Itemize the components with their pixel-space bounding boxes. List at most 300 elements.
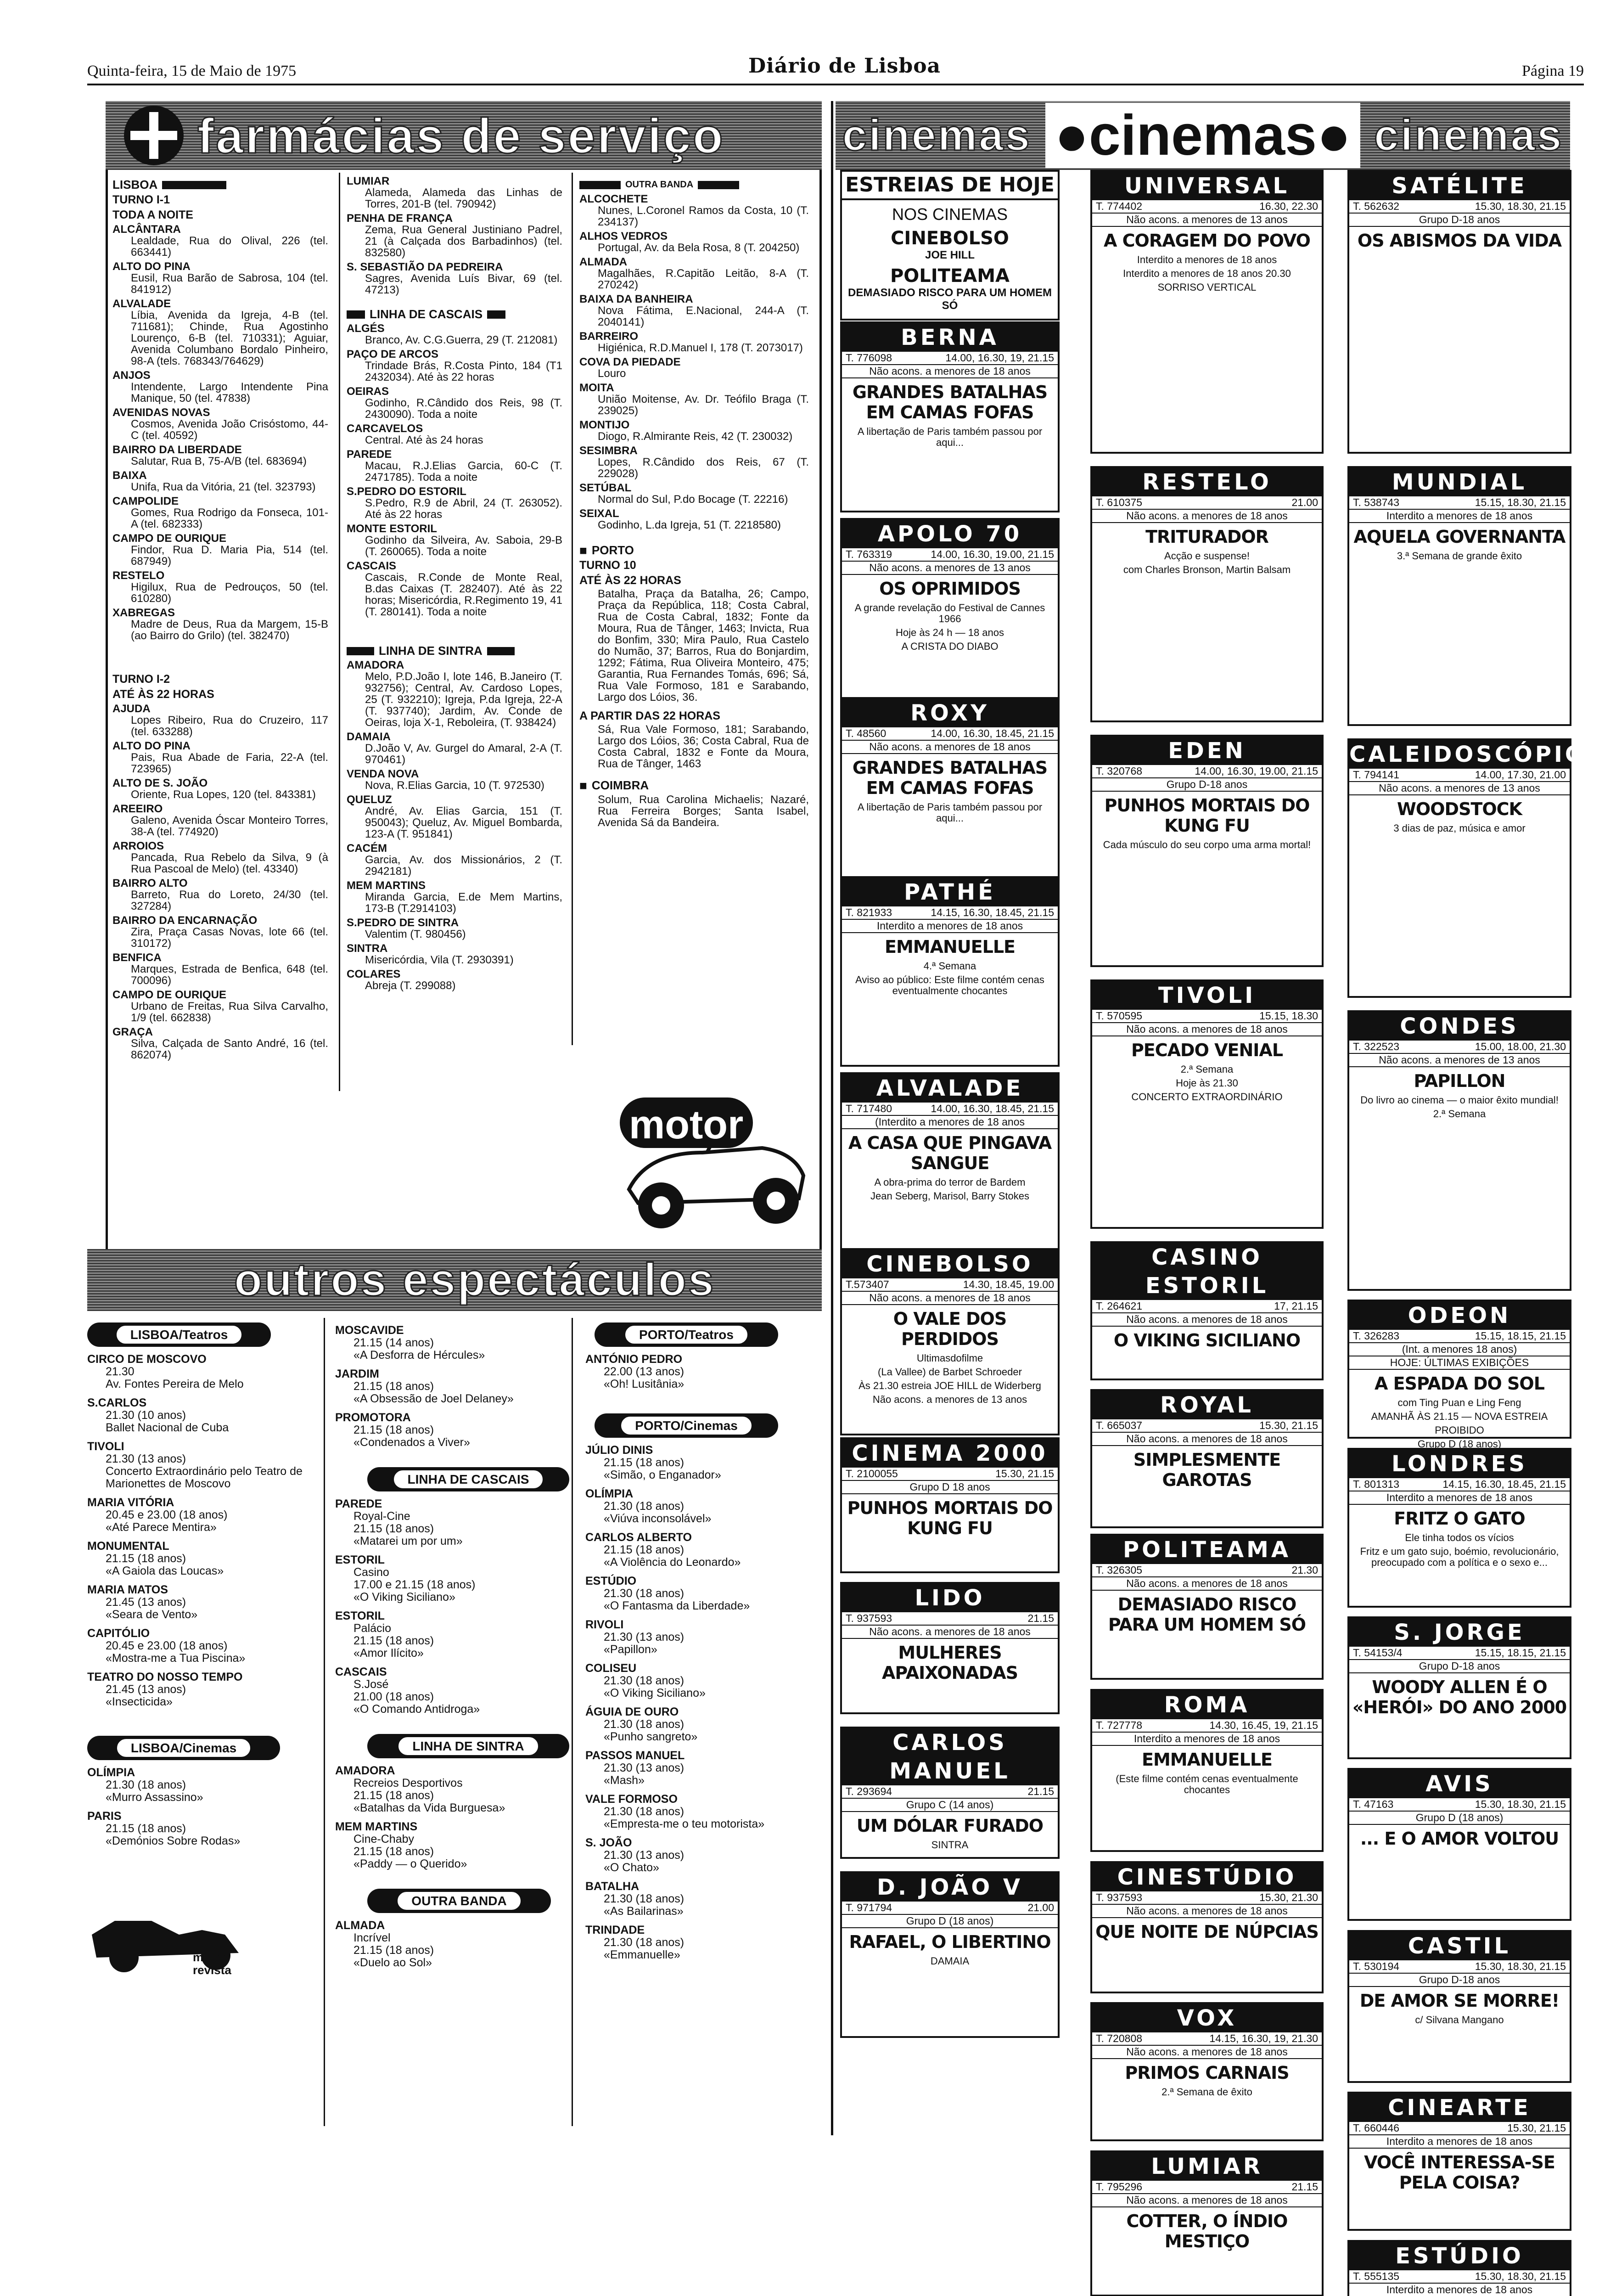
film-title: ... E O AMOR VOLTOU (1351, 1829, 1568, 1849)
show-venue: RIVOLI (585, 1619, 815, 1631)
cinema-times (842, 548, 1058, 562)
film-title: A CORAGEM DO POVO (1094, 231, 1320, 251)
show-entry (87, 1627, 317, 1665)
farm-area: COVA DA PIEDADE (579, 356, 809, 368)
cinema-age: Não acons. a menores de 18 anos (1092, 2194, 1322, 2207)
farm-area: DAMAIA (347, 731, 562, 743)
cinema-hours: 14.15, 16.30, 18.45, 21.15 (931, 906, 1054, 919)
film-note: Cada músculo do seu corpo uma arma mortal! (1097, 839, 1317, 850)
cinema-box (1090, 1389, 1324, 1528)
film-title: UM DÓLAR FURADO (844, 1816, 1056, 1836)
cinema-box (1090, 2150, 1324, 2296)
farm-col-2 (347, 173, 562, 991)
porto-cinemas-pill (595, 1413, 778, 1438)
cinema-phone: T. 538743 (1353, 496, 1399, 509)
show-detail: «Simão, o Enganador» (604, 1469, 815, 1481)
farm-entry: Central. Até às 24 horas (365, 434, 562, 446)
linha-sintra-label: LINHA DE SINTRA (397, 1735, 539, 1757)
cinema-phone: T. 555135 (1353, 2270, 1399, 2283)
film-title: O VALE DOS PERDIDOS (844, 1309, 1056, 1349)
show-detail: 21.15 (18 anos) (354, 1944, 565, 1957)
show-entry (585, 1488, 815, 1525)
show-venue: MARIA MATOS (87, 1584, 317, 1596)
farm-area: BAIRRO DA ENCARNAÇÃO (112, 915, 328, 926)
heading-bar (487, 647, 515, 655)
cinema-hours: 14.00, 16.30, 18.45, 21.15 (931, 1103, 1054, 1115)
cinema-age: Não acons. a menores de 18 anos (1092, 2046, 1322, 2059)
film-title: TRITURADOR (1094, 527, 1320, 547)
cinema-times (1349, 1478, 1570, 1491)
show-entry (585, 1924, 815, 1961)
farm-list-3 (579, 193, 809, 531)
farm-entry: Urbano de Freitas, Rua Silva Carvalho, 1/9 (tel. 662838) (131, 1001, 328, 1024)
cinema-phone: T. 937593 (846, 1612, 892, 1625)
show-detail: 21.15 (18 anos) (106, 1823, 317, 1835)
show-detail: 21.30 (18 anos) (604, 1587, 815, 1600)
farm-area: ALGÉS (347, 323, 562, 334)
porto-heading (579, 545, 809, 556)
farm-entry: Cascais, R.Conde de Monte Real, B.das Caixas (T. 282407). Até às 22 horas; Misericórdia, R.Regimento 19, 41 (T. 280141). Toda a noite (365, 572, 562, 618)
turno10: TURNO 10 (579, 560, 809, 571)
coimbra-label: COIMBRA (592, 780, 649, 791)
turno2: TURNO I-2 (112, 674, 328, 685)
show-detail: Palácio (354, 1622, 565, 1635)
cinema-phone: T. 2100055 (846, 1468, 898, 1480)
show-detail: «A Desforra de Hércules» (354, 1349, 565, 1362)
motor-revista-logo (87, 1902, 317, 1976)
estreias-film-2: DEMASIADO RISCO PARA UM HOMEM SÓ (842, 287, 1058, 312)
show-venue: MOSCAVIDE (335, 1324, 565, 1337)
farm-entry: Diogo, R.Almirante Reis, 42 (T. 230032) (598, 431, 809, 442)
film-note: 4.ª Semana (847, 961, 1053, 972)
farm-area: BAIXA (112, 470, 328, 481)
show-detail: 21.30 (18 anos) (604, 1893, 815, 1905)
farm-area: SETÚBAL (579, 482, 809, 494)
linha-sintra-pill (367, 1734, 569, 1758)
show-detail: 20.45 e 23.00 (18 anos) (106, 1509, 317, 1521)
film-note: 3 dias de paz, música e amor (1354, 823, 1565, 834)
cinema-hours: 14.30, 16.45, 19, 21.15 (1209, 1719, 1318, 1732)
film-note: Ultimasdofilme (847, 1353, 1053, 1364)
show-detail: «A Obsessão de Joel Delaney» (354, 1393, 565, 1405)
show-venue: ESTORIL (335, 1610, 565, 1622)
show-venue: MONUMENTAL (87, 1540, 317, 1553)
cinema-age: Interdito a menores de 18 anos (1349, 2135, 1570, 2149)
cinema-name: MUNDIAL (1349, 468, 1570, 496)
farm-col-3 (579, 173, 809, 828)
show-detail: 21.30 (18 anos) (604, 1500, 815, 1513)
sintra-label: LINHA DE SINTRA (379, 645, 483, 657)
motor-graphic (611, 1084, 813, 1240)
farm-list-2b (347, 323, 562, 618)
show-detail: Cine-Chaby (354, 1833, 565, 1846)
cinema-age: Grupo D (18 anos) (842, 1915, 1058, 1928)
cinemas-banner-left: cinemas (842, 110, 1032, 161)
cinema-phone: T. 720808 (1096, 2032, 1142, 2045)
film-title: A ESPADA DO SOL (1351, 1373, 1568, 1394)
show-detail: «O Fantasma da Liberdade» (604, 1600, 815, 1612)
film-note: 2.ª Semana (1354, 1109, 1565, 1120)
farm-entry: Madre de Deus, Rua da Margem, 15-B (ao Bairro do Grilo) (tel. 382470) (131, 619, 328, 642)
outros-title: outros espectáculos (234, 1254, 716, 1306)
show-detail: Av. Fontes Pereira de Melo (106, 1378, 317, 1390)
cinema-age: Não acons. a menores de 13 anos (1092, 214, 1322, 227)
cinema-box (840, 876, 1060, 1067)
cinema-age: Interdito a menores de 18 anos (1349, 2284, 1570, 2296)
header-rule (87, 84, 1584, 85)
cinema-box (1090, 1241, 1324, 1380)
film-note: A libertação de Paris também passou por aqui... (847, 802, 1053, 824)
cinema-hours: 15.15, 18.30 (1259, 1010, 1318, 1022)
show-detail: «Punho sangreto» (604, 1731, 815, 1743)
film-title: DE AMOR SE MORRE! (1351, 1991, 1568, 2011)
farm-entry: Sagres, Avenida Luís Bivar, 69 (tel. 47213) (365, 273, 562, 296)
cinema-times (1349, 496, 1570, 510)
show-detail: 21.30 (18 anos) (604, 1936, 815, 1949)
cinema-times (842, 906, 1058, 920)
show-entry (335, 1498, 565, 1548)
farm-area: S. SEBASTIÃO DA PEDREIRA (347, 261, 562, 273)
show-entry (335, 1324, 565, 1362)
film-note: (Este filme contém cenas eventualmente chocantes (1097, 1773, 1317, 1795)
farm-list-2 (347, 175, 562, 296)
cinema-hours: 15.30, 18.30, 21.15 (1475, 200, 1566, 213)
cinema-box (1090, 1861, 1324, 1993)
farm-entry: Godinho, R.Cândido dos Reis, 98 (T. 2430090). Toda a noite (365, 397, 562, 420)
farm-area: BARREIRO (579, 331, 809, 342)
film-title: GRANDES BATALHAS EM CAMAS FOFAS (844, 758, 1056, 798)
show-venue: ÁGUIA DE OURO (585, 1706, 815, 1718)
cinema-age: HOJE: ÚLTIMAS EXIBIÇÕES (1349, 1356, 1570, 1370)
film-note: SINTRA (847, 1840, 1053, 1851)
farm-entry: Trindade Brás, R.Costa Pinto, 184 (T1 2432034). Até às 22 horas (365, 360, 562, 383)
show-detail: 21.30 (10 anos) (106, 1409, 317, 1422)
coimbra-text: Solum, Rua Carolina Michaelis; Nazaré, Rua Ferreira Borges; Santa Isabel, Avenida Sá da Bandeira. (598, 794, 809, 828)
cinema-name: BERNA (842, 323, 1058, 352)
show-detail: 21.15 (18 anos) (354, 1846, 565, 1858)
farm-area: AVENIDAS NOVAS (112, 407, 328, 418)
cinema-times (1349, 200, 1570, 214)
cinema-box (840, 1871, 1060, 2038)
farm-entry: Portugal, Av. da Bela Rosa, 8 (T. 204250) (598, 242, 809, 253)
show-detail: «Mostra-me a Tua Piscina» (106, 1652, 317, 1665)
lisboa-teatros-label: LISBOA/Teatros (115, 1324, 244, 1345)
cinema-box (1090, 170, 1324, 454)
cinema-times (1092, 200, 1322, 214)
bullet-icon: ■ (579, 545, 587, 556)
cinema-times (842, 1785, 1058, 1799)
cinema-hours: 21.00 (1291, 496, 1318, 509)
sintra-list (335, 1765, 565, 1870)
cinema-phone: T. 717480 (846, 1103, 892, 1115)
cinema-times (1092, 1010, 1322, 1023)
outros-banner (87, 1249, 822, 1311)
farm-entry: Valentim (T. 980456) (365, 929, 562, 940)
cinema-phone: T. 937593 (1096, 1891, 1142, 1904)
show-detail: 21.15 (14 anos) (354, 1337, 565, 1349)
farm-entry: Pais, Rua Abade de Faria, 22-A (tel. 723965) (131, 752, 328, 775)
show-detail: «Matarei um por um» (354, 1535, 565, 1548)
cinema-hours: 21.00 (1027, 1902, 1054, 1914)
partir22: A PARTIR DAS 22 HORAS (579, 710, 809, 722)
show-detail: 21.15 (18 anos) (106, 1553, 317, 1565)
farm-entry: Intendente, Largo Intendente Pina Manique, 50 (tel. 47838) (131, 381, 328, 404)
show-detail: «Condenados a Viver» (354, 1436, 565, 1449)
farm-entry: Nova, R.Elias Garcia, 10 (T. 972530) (365, 780, 562, 791)
film-note: Não acons. a menores de 13 anos (847, 1394, 1053, 1405)
cinema-name: CINEMA 2000 (842, 1439, 1058, 1468)
linha-cascais-pill (367, 1467, 569, 1491)
farm-entry: Godinho, L.da Igreja, 51 (T. 2218580) (598, 519, 809, 531)
cinema-hours: 16.30, 22.30 (1259, 200, 1318, 213)
show-detail: 21.30 (13 anos) (604, 1849, 815, 1862)
show-detail: 17.00 e 21.15 (18 anos) (354, 1579, 565, 1591)
farm-entry: Lealdade, Rua do Olival, 226 (tel. 663441) (131, 235, 328, 258)
film-title: OS OPRIMIDOS (844, 579, 1056, 599)
outros-list-2 (335, 1324, 565, 1449)
farm-left-rule (106, 170, 108, 1254)
estreias-sub: NOS CINEMAS (842, 205, 1058, 224)
cinema-name: VOX (1092, 2004, 1322, 2032)
cinema-age: (Int. a menores 18 anos) (1349, 1343, 1570, 1356)
farm-area: ARROIOS (112, 840, 328, 852)
farm-entry: Marques, Estrada de Benfica, 648 (tel. 700096) (131, 963, 328, 986)
show-venue: OLÍMPIA (87, 1767, 317, 1779)
show-entry (335, 1554, 565, 1604)
farm-entry: Magalhães, R.Capitão Leitão, 8-A (T. 270242) (598, 268, 809, 291)
outros-col-3 (585, 1318, 815, 1961)
cinema-age: Não acons. a menores de 13 anos (1349, 1054, 1570, 1067)
farm-entry: Abreja (T. 299088) (365, 980, 562, 991)
cinema-name: D. JOÃO V (842, 1873, 1058, 1902)
farm-entry: Nunes, L.Coronel Ramos da Costa, 10 (T. 234137) (598, 205, 809, 228)
cinema-phone: T. 293694 (846, 1785, 892, 1798)
cinema-age: Grupo D (18 anos) (1349, 1812, 1570, 1825)
farm-entry: Barreto, Rua do Loreto, 24/30 (tel. 327284) (131, 889, 328, 912)
farm-list-1 (112, 224, 328, 642)
film-title: WOODSTOCK (1351, 799, 1568, 819)
farm-area: VENDA NOVA (347, 768, 562, 780)
farm-entry: Cosmos, Avenida João Crisóstomo, 44-C (tel. 40592) (131, 418, 328, 441)
show-entry (87, 1540, 317, 1577)
cinema-box (1347, 1768, 1571, 1921)
cinema-age: Não acons. a menores de 18 anos (842, 365, 1058, 378)
farm-area: CAMPO DE OURIQUE (112, 989, 328, 1001)
farm-entry: Alameda, Alameda das Linhas de Torres, 201-B (tel. 790942) (365, 187, 562, 210)
farm-area: CARCAVELOS (347, 423, 562, 434)
cinema-hours: 15.30, 21.15 (1507, 2122, 1566, 2134)
cinema-box (1347, 1930, 1571, 2083)
cinema-name: APOLO 70 (842, 520, 1058, 548)
film-note: (La Vallee) de Barbet Schroeder (847, 1367, 1053, 1378)
cinema-name: ROMA (1092, 1691, 1322, 1719)
film-note: A obra-prima do terror de Bardem (847, 1177, 1053, 1188)
cascais-label: LINHA DE CASCAIS (370, 309, 483, 320)
farm-area: GRAÇA (112, 1026, 328, 1038)
farm-entry: D.João V, Av. Gurgel do Amaral, 2-A (T. 970461) (365, 743, 562, 765)
cinema-name: ALVALADE (842, 1074, 1058, 1103)
film-note: Do livro ao cinema — o maior êxito mundial! (1354, 1095, 1565, 1106)
show-venue: ANTÓNIO PEDRO (585, 1353, 815, 1366)
cinemas-banner-right: cinemas (1374, 110, 1563, 161)
show-detail: «Amor Ilícito» (354, 1647, 565, 1660)
film-note: c/ Silvana Mangano (1354, 2015, 1565, 2026)
cascais-heading (347, 309, 562, 320)
cinema-times (842, 352, 1058, 365)
cinema-hours: 21.30 (1291, 1564, 1318, 1576)
cinema-phone: T. 795296 (1096, 2181, 1142, 2193)
farm-right-rule (819, 170, 822, 1254)
cinema-phone: T. 821933 (846, 906, 892, 919)
farm-entry: S.Pedro, R.9 de Abril, 24 (T. 263052). Até às 22 horas (365, 497, 562, 520)
farm-area: AREEIRO (112, 803, 328, 815)
cinema-hours: 14.00, 16.30, 19, 21.15 (945, 352, 1054, 364)
cinema-phone: T. 727778 (1096, 1719, 1142, 1732)
header-date: Quinta-feira, 15 de Maio de 1975 (87, 62, 296, 80)
show-detail: 21.30 (18 anos) (106, 1779, 317, 1791)
show-venue: BATALHA (585, 1880, 815, 1893)
cinema-times (1092, 1300, 1322, 1313)
show-detail: 21.30 (18 anos) (604, 1806, 815, 1818)
farm-entry: Gomes, Rua Rodrigo da Fonseca, 101-A (tel. 682333) (131, 507, 328, 530)
farm-entry: Miranda Garcia, E.de Mem Martins, 173-B (T.2914103) (365, 891, 562, 914)
show-detail: «Duelo ao Sol» (354, 1957, 565, 1969)
farm-col-rule-1 (339, 173, 340, 1091)
cinema-name: CASTIL (1349, 1932, 1570, 1960)
farm-area: AJUDA (112, 703, 328, 715)
show-entry (585, 1444, 815, 1481)
show-detail: 20.45 e 23.00 (18 anos) (106, 1640, 317, 1652)
cinema-name: CALEIDOSCÓPIO (1349, 740, 1570, 769)
porto-teatros-label: PORTO/Teatros (623, 1324, 749, 1345)
farm-area: BENFICA (112, 952, 328, 963)
cinema-times (842, 1612, 1058, 1626)
show-detail: Casino (354, 1566, 565, 1579)
cinema-age: Não acons. a menores de 18 anos (1092, 1905, 1322, 1918)
film-note: Aviso ao público: Este filme contém cenas eventualmente chocantes (847, 974, 1053, 996)
cinema-box (1347, 170, 1571, 454)
cinema-name: AVIS (1349, 1770, 1570, 1798)
cinema-times (1092, 1419, 1322, 1433)
farm-area: PAÇO DE ARCOS (347, 349, 562, 360)
farm-col-1 (112, 173, 328, 1061)
cinema-age: (Interdito a menores de 18 anos (842, 1116, 1058, 1129)
farm-entry: Macau, R.J.Elias Garcia, 60-C (T. 2471785). Toda a noite (365, 460, 562, 483)
show-detail: «A Violência do Leonardo» (604, 1556, 815, 1569)
show-venue: PASSOS MANUEL (585, 1750, 815, 1762)
film-note: Às 21.30 estreia JOE HILL de Widerberg (847, 1380, 1053, 1391)
porto-label: PORTO (592, 545, 634, 556)
farm-area: ALTO DE S. JOÃO (112, 777, 328, 789)
cinema-phone: T. 660446 (1353, 2122, 1399, 2134)
farm-entry: Zema, Rua General Justiniano Padrel, 21 (à Calçada dos Barbadinhos) (tel. 832580) (365, 224, 562, 259)
film-note: SORRISO VERTICAL (1097, 282, 1317, 293)
cinema-age: Não acons. a menores de 18 anos (842, 1292, 1058, 1305)
motor-logo: motor (629, 1101, 743, 1148)
show-detail: «Batalhas da Vida Burguesa» (354, 1802, 565, 1814)
show-detail: «Oh! Lusitânia» (604, 1378, 815, 1390)
cinema-hours: 14.15, 16.30, 19, 21.30 (1209, 2032, 1318, 2045)
farm-area: ALHOS VEDROS (579, 231, 809, 242)
show-entry (87, 1397, 317, 1434)
cinema-hours: 15.30, 18.30, 21.15 (1475, 1798, 1566, 1811)
show-detail: «Viúva inconsolável» (604, 1513, 815, 1525)
cinema-hours: 21.15 (1027, 1612, 1054, 1625)
farm-area: OEIRAS (347, 386, 562, 397)
film-title: QUE NOITE DE NÚPCIAS (1094, 1922, 1320, 1942)
show-detail: 21.15 (18 anos) (354, 1790, 565, 1802)
porto-text: Batalha, Praça da Batalha, 26; Campo, Praça da República, 118; Costa Cabral, Rua de Costa Cabral, 1832; Fonte da Moura, Rua de Tânger, 1463; Invicta, Rua do Bonfim, 330; Mira Paulo, Rua Castelo do Numão, 37; Barros, Rua do Bonjardim, 1292; Fátima, Rua Oliveira Monteiro, 475; Garantia, Rua Fernandes Tomás, 696; Sá, Rua Vale Formoso, 181 e Sarabando, Largo dos Lóios, 36. (598, 588, 809, 703)
show-entry (585, 1750, 815, 1787)
show-detail: 21.30 (18 anos) (604, 1718, 815, 1731)
estreias-cinema-2: POLITEAMA (842, 265, 1058, 287)
cinema-box (840, 321, 1060, 512)
show-detail: 21.00 (18 anos) (354, 1691, 565, 1703)
farm-area: MONTE ESTORIL (347, 523, 562, 535)
cascais-list (335, 1498, 565, 1716)
farm-entry: Normal do Sul, P.do Bocage (T. 22216) (598, 494, 809, 505)
cinema-phone: T. 48560 (846, 727, 886, 740)
pcinemas-list (585, 1444, 815, 1961)
cinema-times (1349, 1041, 1570, 1054)
estreias-film-1: JOE HILL (842, 249, 1058, 262)
heading-bar (698, 181, 739, 189)
farm-entry: Louro (598, 368, 809, 379)
farm-entry: Pancada, Rua Rebelo da Silva, 9 (à Rua Pascoal de Melo) (tel. 43340) (131, 852, 328, 875)
show-venue: S. JOÃO (585, 1837, 815, 1849)
show-detail: «O Viking Siciliano» (604, 1687, 815, 1699)
cinema-box (1347, 2240, 1571, 2296)
cinema-age: Grupo D 18 anos (842, 1481, 1058, 1494)
cinema-name: CONDES (1349, 1012, 1570, 1041)
farm-area: MONTIJO (579, 419, 809, 431)
pharmacy-cross-icon (124, 106, 184, 165)
cinema-phone: T. 665037 (1096, 1419, 1142, 1432)
cinema-name: CINEARTE (1349, 2093, 1570, 2122)
cinema-phone: T. 264621 (1096, 1300, 1142, 1312)
cinemas-banner (836, 101, 1570, 170)
cinema-hours: 15.30, 21.15 (995, 1468, 1054, 1480)
show-detail: 21.15 (18 anos) (354, 1424, 565, 1436)
show-detail: «Seara de Vento» (106, 1609, 317, 1621)
farm-area: ANJOS (112, 370, 328, 381)
show-detail: S.José (354, 1678, 565, 1691)
show-venue: MEM MARTINS (335, 1821, 565, 1833)
cinema-times (1092, 1719, 1322, 1733)
film-note: Hoje às 21.30 (1097, 1078, 1317, 1089)
show-entry (585, 1706, 815, 1743)
show-detail: 21.30 (13 anos) (604, 1631, 815, 1643)
cinema-phone: T. 610375 (1096, 496, 1142, 509)
farm-area: ALCOCHETE (579, 193, 809, 205)
film-title: GRANDES BATALHAS EM CAMAS FOFAS (844, 382, 1056, 422)
cinema-box (840, 697, 1060, 888)
show-entry (335, 1919, 565, 1969)
show-detail: «O Chato» (604, 1862, 815, 1874)
show-detail: 21.30 (13 anos) (106, 1453, 317, 1465)
farm-area: QUELUZ (347, 794, 562, 805)
cinema-age: Não acons. a menores de 18 anos (1092, 510, 1322, 523)
show-detail: 21.15 (18 anos) (604, 1544, 815, 1556)
cinema-age: Não acons. a menores de 18 anos (1092, 1577, 1322, 1591)
heading-bar (162, 181, 226, 189)
show-detail: 22.00 (13 anos) (604, 1366, 815, 1378)
film-title: MULHERES APAIXONADAS (844, 1643, 1056, 1683)
film-note: 2.ª Semana de êxito (1097, 2087, 1317, 2098)
outros-col-rule-1 (324, 1318, 325, 2126)
show-detail: 21.15 (18 anos) (354, 1635, 565, 1647)
film-title: PUNHOS MORTAIS DO KUNG FU (844, 1498, 1056, 1538)
